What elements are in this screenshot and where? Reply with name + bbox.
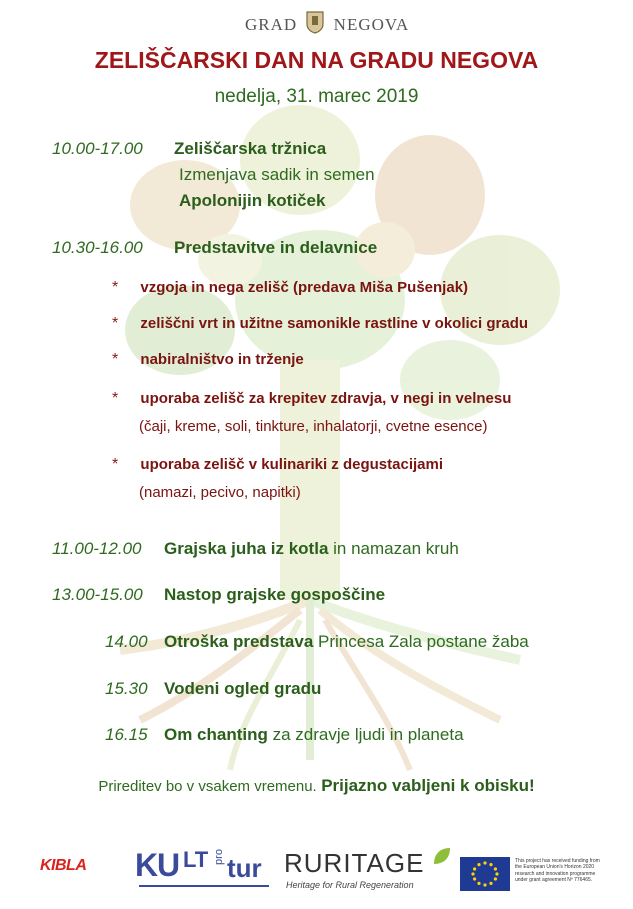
event-date: nedelja, 31. marec 2019 — [214, 86, 419, 107]
asterisk-bullet-icon: * — [112, 315, 119, 332]
time-block3: 11.00-12.00 — [52, 539, 142, 558]
time-block6: 15.30 — [105, 679, 148, 698]
kibla-logo: KIBLA — [40, 857, 87, 874]
asterisk-bullet-icon: * — [112, 456, 119, 473]
footer-note: Prireditev bo v vsakem vremenu. Prijazno vabljeni k obisku! — [98, 776, 535, 795]
eu-funding-text: This project has received funding from the European Union's Horizon 2020 research and innovation programme under grant agreement Nº 776465. — [515, 858, 600, 883]
list-item: * zeliščni vrt in užitne samonikle rastline v okolici gradu — [112, 315, 529, 332]
sub-block1-b: Apolonijin kotiček — [179, 191, 326, 210]
time-block5: 14.00 — [105, 632, 148, 651]
list-item: * uporaba zelišč za krepitev zdravja, v negi in velnesu — [112, 390, 512, 407]
page-title: ZELIŠČARSKI DAN NA GRADU NEGOVA — [94, 47, 539, 73]
desc-block7: Om chanting za zdravje ljudi in planeta — [164, 725, 464, 744]
title-block1: Zeliščarska tržnica — [174, 139, 327, 158]
underline-swoosh — [139, 885, 269, 887]
kultur-logo: K U LT pro tur — [135, 845, 275, 893]
brand-left: GRAD — [245, 14, 298, 34]
title-block2: Predstavitve in delavnice — [174, 238, 378, 257]
sub-block1-a: Izmenjava sadik in semen — [179, 165, 375, 184]
time-block4: 13.00-15.00 — [52, 585, 143, 604]
list-item-note: (čaji, kreme, soli, tinkture, inhalatorji, cvetne esence) — [139, 418, 488, 435]
list-item: * uporaba zelišč v kulinariki z degustacijami — [112, 456, 444, 473]
desc-block3: Grajska juha iz kotla in namazan kruh — [164, 539, 459, 558]
asterisk-bullet-icon: * — [112, 390, 119, 407]
desc-block6: Vodeni ogled gradu — [164, 679, 322, 698]
desc-block5: Otroška predstava Princesa Zala postane žaba — [164, 632, 529, 651]
eu-flag-icon — [460, 857, 510, 891]
time-block7: 16.15 — [105, 725, 148, 744]
asterisk-bullet-icon: * — [112, 279, 119, 296]
desc-block4: Nastop grajske gospoščine — [164, 585, 386, 604]
list-item-note: (namazi, pecivo, napitki) — [139, 484, 301, 501]
time-block2: 10.30-16.00 — [52, 238, 143, 257]
brand-right: NEGOVA — [333, 14, 410, 34]
asterisk-bullet-icon: * — [112, 351, 119, 368]
leaf-icon — [432, 846, 452, 866]
list-item: * nabiralništvo in trženje — [112, 351, 304, 368]
ruritage-logo: RURITAGE Heritage for Rural Regeneration — [284, 848, 454, 894]
castle-crest-icon — [305, 10, 325, 34]
time-block1: 10.00-17.00 — [52, 139, 143, 158]
brand-header — [245, 10, 409, 40]
list-item: * vzgoja in nega zelišč (predava Miša Pušenjak) — [112, 279, 469, 296]
